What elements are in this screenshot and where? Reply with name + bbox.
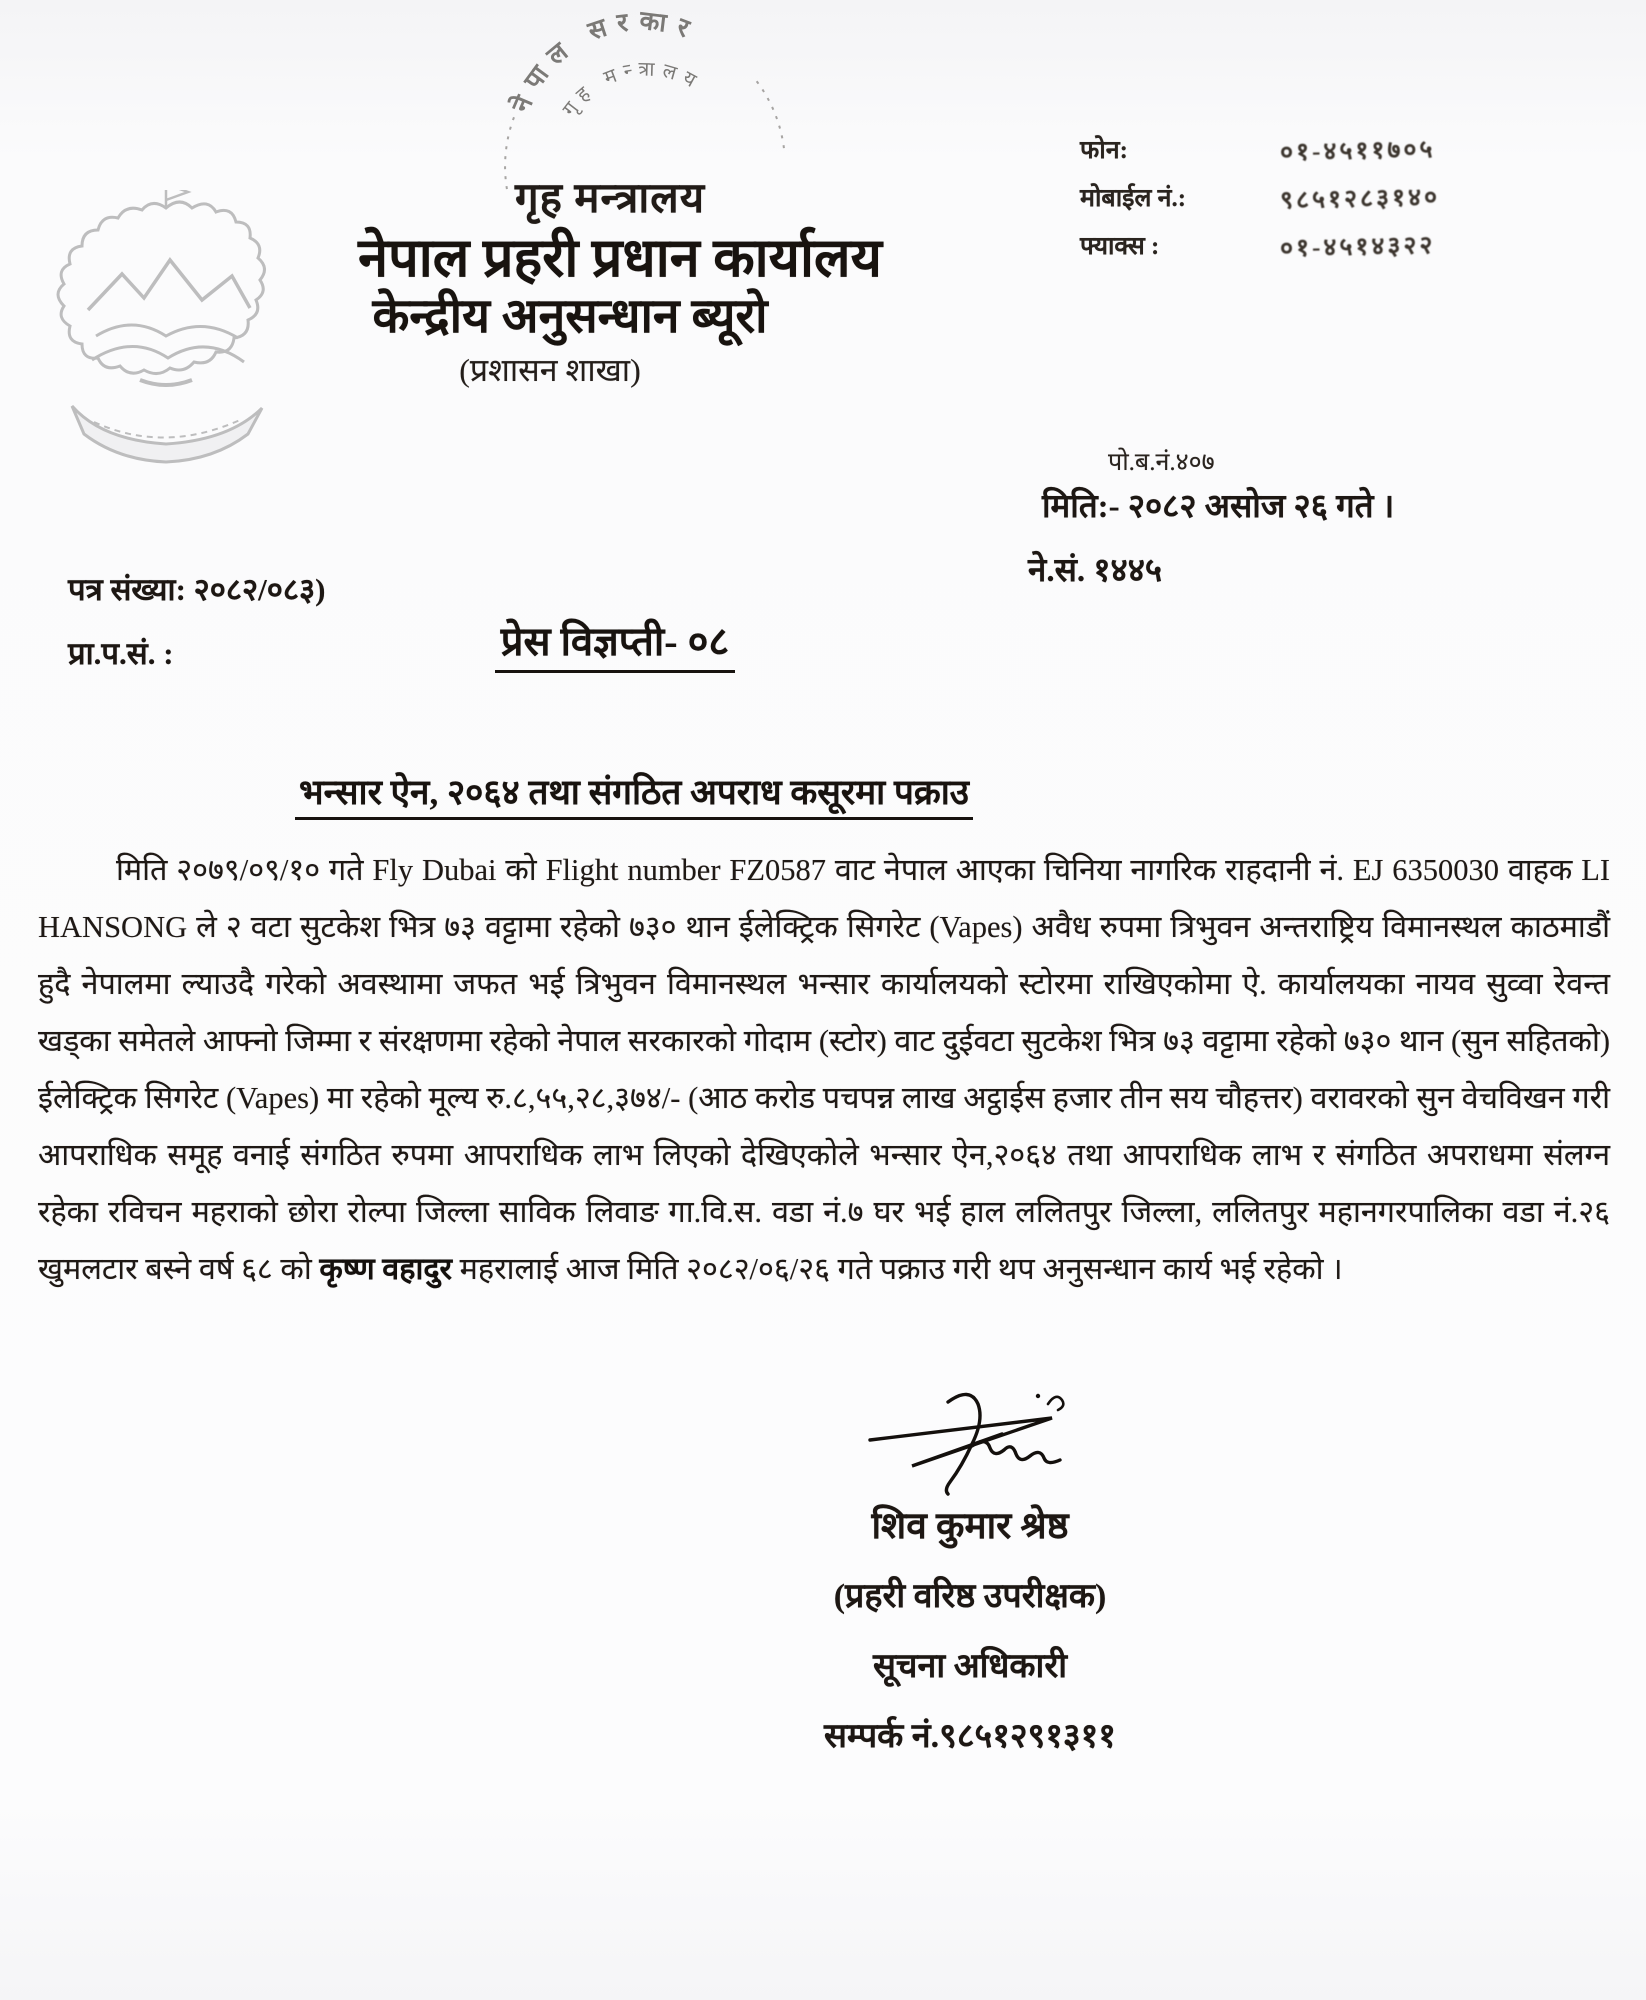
pra-pa-san: प्रा.प.सं. : xyxy=(68,636,174,671)
section-heading: भन्सार ऐन, २०६४ तथा संगठित अपराध कसूरमा पक्राउ xyxy=(0,768,1268,815)
ministry-line: गृह मन्त्रालय xyxy=(514,176,706,222)
signatory-post: सूचना अधिकारी xyxy=(872,1648,1068,1685)
svg-text:गृह मन्त्रालय: गृह मन्त्रालय xyxy=(558,58,706,121)
signatory-block xyxy=(760,1498,1180,1757)
mobile-label: मोबाईल नं.: xyxy=(1080,185,1187,212)
arrested-person-name: कृष्ण वहादुर xyxy=(319,1252,453,1286)
fax-label: फ्याक्स : xyxy=(1080,233,1160,260)
org-name-line3: (प्रशासन शाखा) xyxy=(459,352,641,388)
date-line: मिति:- २०८२ असोज २६ गते । xyxy=(1042,489,1395,525)
letter-number: पत्र संख्या: २०८२/०८३) xyxy=(68,572,326,607)
org-name-line1: नेपाल प्रहरी प्रधान कार्यालय xyxy=(358,228,882,288)
phone-label: फोन: xyxy=(1080,137,1128,164)
fax-value: ०१-४५१४३२२ xyxy=(1279,232,1436,263)
contact-row-fax xyxy=(1080,228,1600,262)
phone-value: ०१-४५११७०५ xyxy=(1279,136,1436,167)
contact-row-mobile xyxy=(1080,180,1600,214)
signatory-contact: सम्पर्क नं.९८५१२९१३११ xyxy=(824,1718,1116,1755)
press-release-title: प्रेस विज्ञप्ती- ०८ xyxy=(0,612,1230,667)
signature-icon xyxy=(852,1382,1112,1512)
body-text-before: मिति २०७९/०९/१० गते Fly Dubai को Flight number FZ0587 वाट नेपाल आएका चिनिया नागरिक राहदानी नं. EJ 6350030 वाहक LI HANSONG ले २ वटा सुटकेश भित्र ७३ वट्टामा रहेको ७३० थान ईलेक्ट्रिक सिगरेट (Vapes) अवैध रुपमा त्रिभुवन अन्तराष्ट्रिय विमानस्थल काठमाडौं हुदै नेपालमा ल्याउदै गरेको अवस्थामा जफत भई त्रिभुवन विमानस्थल भन्सार कार्यालयको स्टोरमा राखिएकोमा ऐ. कार्यालयका नायव सुव्वा रेवन्त खड्का समेतले आफ्नो जिम्मा र संरक्षणमा रहेको नेपाल सरकारको गोदाम (स्टोर) वाट दुईवटा सुटकेश भित्र ७३ वट्टामा रहेको ७३० थान (सुन सहितको) ईलेक्ट्रिक सिगरेट (Vapes) मा रहेको मूल्य रु.८,५५,२८,३७४/- (आठ करोड पचपन्न लाख अट्ठाईस हजार तीन सय चौहत्तर) वरावरको सुन वेचविखन गरी आपराधिक समूह वनाई संगठित रुपमा आपराधिक लाभ लिएको देखिएकोले भन्सार ऐन,२०६४ तथा आपराधिक लाभ र संगठित अपराधमा संलग्न रहेका रविचन महराको छोरा रोल्पा जिल्ला साविक लिवाङ गा.वि.स. वडा नं.७ घर भई हाल ललितपुर जिल्ला, ललितपुर महानगरपालिका वडा नं.२६ खुमलटार बस्ने वर्ष ६८ को xyxy=(38,853,1610,1286)
po-box-number: पो.ब.नं.४०७ xyxy=(1108,449,1215,476)
contact-block xyxy=(1080,132,1600,276)
nepal-samvat: ने.सं. १४४५ xyxy=(1028,553,1163,589)
contact-row-phone xyxy=(1080,132,1600,166)
mobile-value: ९८५१२८३१४० xyxy=(1279,184,1441,215)
svg-text:नेपाल सरकार: नेपाल सरकार xyxy=(506,5,703,117)
body-text-after: महरालाई आज मिति २०८२/०६/२६ गते पक्राउ गरी थप अनुसन्धान कार्य भई रहेको । xyxy=(452,1252,1343,1286)
body-paragraph xyxy=(38,842,1610,1298)
signatory-rank: (प्रहरी वरिष्ठ उपरीक्षक) xyxy=(833,1578,1107,1615)
org-name-line2: केन्द्रीय अनुसन्धान ब्यूरो xyxy=(372,290,768,343)
signatory-name: शिव कुमार श्रेष्ठ xyxy=(871,1506,1069,1547)
